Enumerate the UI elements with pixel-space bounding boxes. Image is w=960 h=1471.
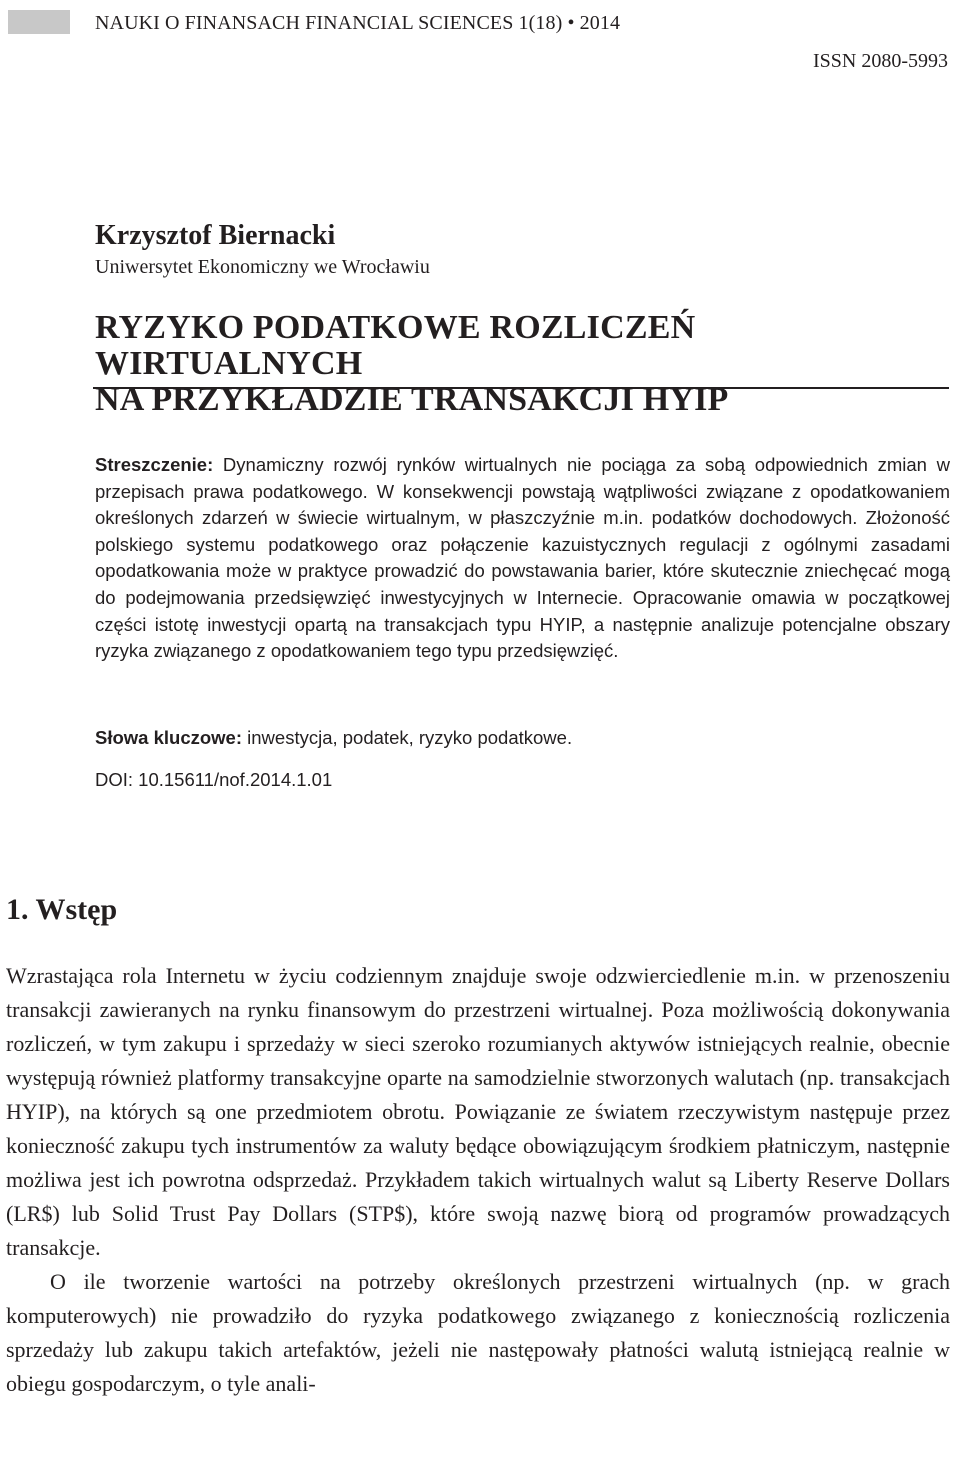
title-rule (93, 387, 949, 389)
body-paragraph-2: O ile tworzenie wartości na potrzeby określonych przestrzeni wirtualnych (np. w grach komputerowych) nie prowadziło do ryzyka podatkowego związanego z koniecznością rozliczenia sprzedaży lub zakupu takich artefaktów, jeżeli nie następowały płatności walutą istniejącą realnie w obiegu gospodarczym, o tyle anali- (6, 1269, 950, 1396)
article-title-line1: RYZYKO PODATKOWE ROZLICZEŃ WIRTUALNYCH (95, 309, 696, 382)
header-gray-block (8, 10, 70, 34)
author-affiliation: Uniwersytet Ekonomiczny we Wrocławiu (95, 256, 430, 278)
doi-label: DOI: 10.15611/nof.2014.1.01 (95, 769, 333, 790)
keywords-text: inwestycja, podatek, ryzyko podatkowe. (242, 727, 573, 748)
issn-label: ISSN 2080-5993 (812, 50, 948, 72)
keywords-label: Słowa kluczowe: (95, 727, 243, 748)
article-title (95, 310, 960, 418)
abstract (95, 452, 950, 665)
article-title-line2: NA PRZYKŁADZIE TRANSAKCJI HYIP (95, 381, 729, 418)
keywords (95, 727, 572, 749)
body-text (6, 959, 950, 1401)
abstract-label: Streszczenie: (95, 454, 214, 475)
section-heading: 1. Wstęp (6, 893, 118, 926)
author-name: Krzysztof Biernacki (95, 220, 336, 251)
abstract-text: Dynamiczny rozwój rynków wirtualnych nie pociąga za sobą odpowiednich zmian w przepisach prawa podatkowego. W konsekwencji powstają wątpliwości związane z opodatkowaniem określonych zdarzeń w świecie wirtualnym, w płaszczyźnie m.in. podatków dochodowych. Złożoność polskiego systemu podatkowego oraz połączenie kazuistycznych regulacji z ogólnymi zasadami opodatkowania może w praktyce prowadzić do powstawania barier, które skutecznie zniechęcać mogą do podejmowania przedsięwzięć inwestycyjnych w Internecie. Opracowanie omawia w początkowej części istotę inwestycji opartą na transakcjach typu HYIP, a następnie analizuje potencjalne obszary ryzyka związanego z opodatkowaniem tego typu przedsięwzięć. (95, 454, 950, 662)
journal-header: NAUKI O FINANSACH FINANCIAL SCIENCES 1(18) • 2014 (95, 12, 621, 34)
body-paragraph-1: Wzrastająca rola Internetu w życiu codziennym znajduje swoje odzwierciedlenie m.in. w przenoszeniu transakcji zawieranych na rynku finansowym do przestrzeni wirtualnej. Poza możliwością dokonywania rozliczeń, w tym zakupu i sprzedaży w sieci szeroko rozumianych aktywów istniejących realnie, obecnie występują również platformy transakcyjne oparte na samodzielnie stworzonych walutach (np. transakcjach HYIP), na których są one przedmiotem obrotu. Powiązanie ze światem rzeczywistym następuje przez konieczność zakupu tych instrumentów za waluty będące obowiązującym środkiem płatniczym, następnie możliwa jest ich powrotna odsprzedaż. Przykładem takich wirtualnych walut są Liberty Reserve Dollars (LR$) lub Solid Trust Pay Dollars (STP$), które swoją nazwę biorą od programów prowadzących transakcje. (6, 963, 950, 1260)
